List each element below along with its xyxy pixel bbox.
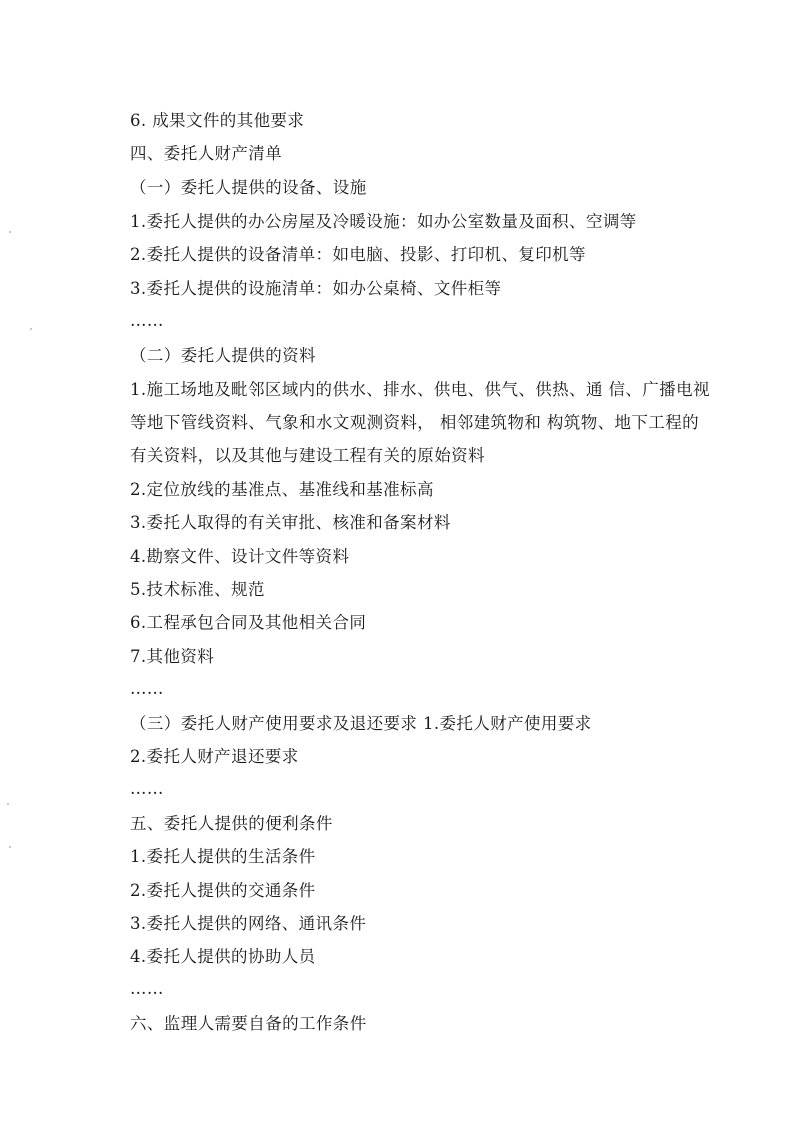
section-5-heading: 五、委托人提供的便利条件 xyxy=(130,814,333,833)
materials-item-7: 7.其他资料 xyxy=(130,647,215,666)
convenience-item-2: 2.委托人提供的交通条件 xyxy=(130,881,316,900)
item-6-deliverable-requirements: 6. 成果文件的其他要求 xyxy=(130,111,305,130)
section-6-heading: 六、监理人需要自备的工作条件 xyxy=(130,1014,367,1033)
ellipsis: …… xyxy=(130,311,164,330)
ellipsis: …… xyxy=(130,779,164,798)
convenience-item-1: 1.委托人提供的生活条件 xyxy=(130,847,316,866)
subsection-1-heading: （一）委托人提供的设备、设施 xyxy=(130,178,367,197)
equipment-item-3: 3.委托人提供的设施清单：如办公桌椅、文件柜等 xyxy=(130,279,502,298)
scan-speck xyxy=(30,328,32,330)
ellipsis: …… xyxy=(130,979,164,998)
materials-item-4: 4.勘察文件、设计文件等资料 xyxy=(130,547,350,566)
materials-item-5: 5.技术标准、规范 xyxy=(130,580,265,599)
materials-item-1: 1.施工场地及毗邻区域内的供水、排水、供电、供气、供热、通 信、广播电视等地下管线资料、气象和水文观测资料， 相邻建筑物和 构筑物、地下工程的有关资料，以及其他与建设工程有关的原始资料 xyxy=(130,380,710,465)
scan-speck xyxy=(9,231,11,233)
materials-item-3: 3.委托人取得的有关审批、核准和备案材料 xyxy=(130,513,451,532)
equipment-item-2: 2.委托人提供的设备清单：如电脑、投影、打印机、复印机等 xyxy=(130,245,586,264)
property-item-2: 2.委托人财产退还要求 xyxy=(130,747,299,766)
materials-item-2: 2.定位放线的基准点、基准线和基准标高 xyxy=(130,480,434,499)
section-4-heading: 四、委托人财产清单 xyxy=(130,144,283,163)
subsection-2-heading: （二）委托人提供的资料 xyxy=(130,346,316,365)
convenience-item-3: 3.委托人提供的网络、通讯条件 xyxy=(130,914,367,933)
scan-speck xyxy=(9,846,11,848)
scan-speck xyxy=(7,803,9,805)
equipment-item-1: 1.委托人提供的办公房屋及冷暖设施：如办公室数量及面积、空调等 xyxy=(130,212,637,231)
materials-item-6: 6.工程承包合同及其他相关合同 xyxy=(130,613,367,632)
ellipsis: …… xyxy=(130,679,164,698)
subsection-3-heading: （三）委托人财产使用要求及退还要求 1.委托人财产使用要求 xyxy=(130,714,592,733)
convenience-item-4: 4.委托人提供的协助人员 xyxy=(130,947,316,966)
